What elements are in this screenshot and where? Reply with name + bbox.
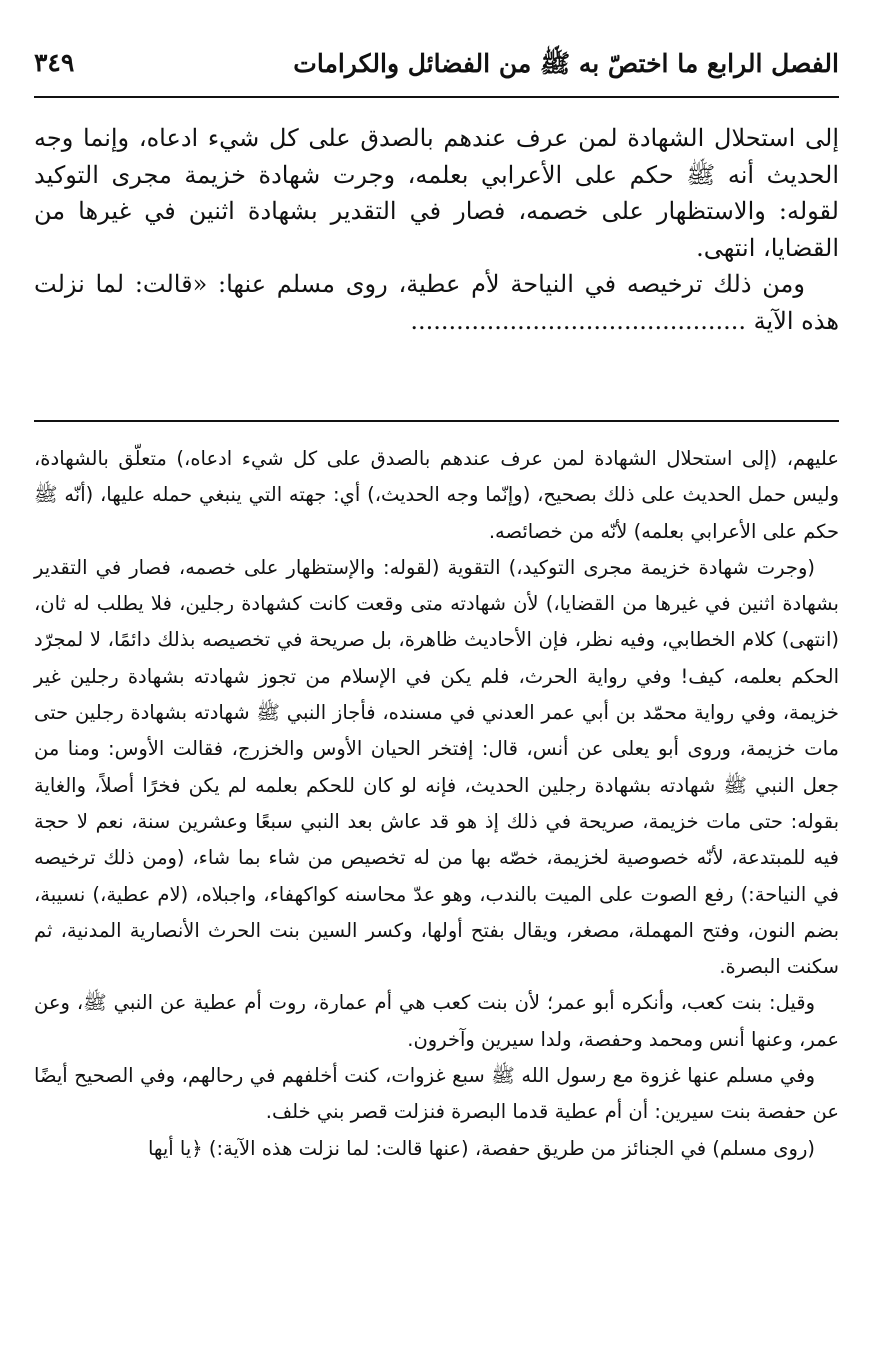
main-paragraph: إلى استحلال الشهادة لمن عرف عندهم بالصدق على كل شيء ادعاه، وإنما وجه الحديث أنه ﷺ حكم على الأعرابي بعلمه، وجرت شهادة خزيمة مجرى التوكيد لقوله: والاستظهار على خصمه، فصار في التقدير بشهادة اثنين في غيرها من القضايا، انتهى. <box>34 124 839 262</box>
page-header <box>34 44 839 88</box>
page-number: ٣٤٩ <box>34 48 75 77</box>
commentary-paragraph: (وجرت شهادة خزيمة مجرى التوكيد،) التقوية (لقوله: والإستظهار على خصمه، فصار في التقدير بشهادة اثنين في غيرها من القضايا،) لأن شهادته متى وقعت كانت كشهادة رجلين، فلا يطلب له ثان، (انتهى) كلام الخطابي، وفيه نظر، فإن الأحاديث ظاهرة، بل صريحة في تخصيصه بذلك دائمًا، لا لمجرّد الحكم بعلمه، كيف! وفي رواية الحرث، فلم يكن في الإسلام من تجوز شهادته بشهادة رجلين غير خزيمة، وفي رواية محمّد بن أبي عمر العدني في مسنده، فأجاز النبي ﷺ شهادته بشهادة رجلين حتى مات خزيمة، وروى أبو يعلى عن أنس، قال: إفتخر الحيان الأوس والخزرج، فقالت الأوس: ومنا من جعل النبي ﷺ شهادته بشهادة رجلين الحديث، فإنه لو كان للحكم بعلمه لم يكن فخرًا أصلاً، والغاية بقوله: حتى مات خزيمة، صريحة في ذلك إذ هو قد عاش بعد النبي سبعًا وعشرين سنة، نعم لا حجة فيه للمبتدعة، لأنّه خصوصية لخزيمة، خصّه بها من له تخصيص من شاء بما شاء، (ومن ذلك ترخيصه في النياحة:) رفع الصوت على الميت بالندب، وهو عدّ محاسنه كواكهفاء، واجبلاه، (لام عطية،) نسيبة، بضم النون، وفتح المهملة، مصغر، ويقال بفتح أولها، وكسر السين بنت الحرث الأنصارية المدنية، ثم سكنت البصرة. <box>34 555 839 979</box>
commentary-paragraph: (روى مسلم) في الجنائز من طريق حفصة، (عنها قالت: لما نزلت هذه الآية:) ﴿يا أيها <box>147 1136 815 1160</box>
main-paragraph-text: ومن ذلك ترخيصه في النياحة لأم عطية، روى مسلم عنها: «قالت: لما نزلت هذه الآية <box>34 270 839 335</box>
running-title: الفصل الرابع ما اختصّ به ﷺ من الفضائل والكرامات <box>293 49 839 78</box>
commentary-paragraph: وقيل: بنت كعب، وأنكره أبو عمر؛ لأن بنت كعب هي أم عمارة، روت أم عطية عن النبي ﷺ، وعن عمر، وعنها أنس ومحمد وحفصة، ولدا سيرين وآخرون. <box>34 991 839 1051</box>
commentary-text <box>34 441 839 1167</box>
ellipsis-dots: ............................................ <box>410 306 746 335</box>
main-text <box>34 120 839 339</box>
footnote-separator-rule <box>34 420 839 422</box>
commentary-paragraph: وفي مسلم عنها غزوة مع رسول الله ﷺ سبع غزوات، كنت أخلفهم في رحالهم، وفي الصحيح أيضًا عن حفصة بنت سيرين: أن أم عطية قدما البصرة فنزلت قصر بني خلف. <box>34 1064 839 1124</box>
header-rule <box>34 96 839 98</box>
commentary-paragraph: عليهم، (إلى استحلال الشهادة لمن عرف عندهم بالصدق على كل شيء ادعاه،) متعلّق بالشهادة، وليس حمل الحديث على ذلك بصحيح، (وإنّما وجه الحديث،) أي: جهته التي ينبغي حمله عليها، (أنّه ﷺ حكم على الأعرابي بعلمه) لأنّه من خصائصه. <box>34 447 839 543</box>
main-paragraph <box>34 266 839 339</box>
